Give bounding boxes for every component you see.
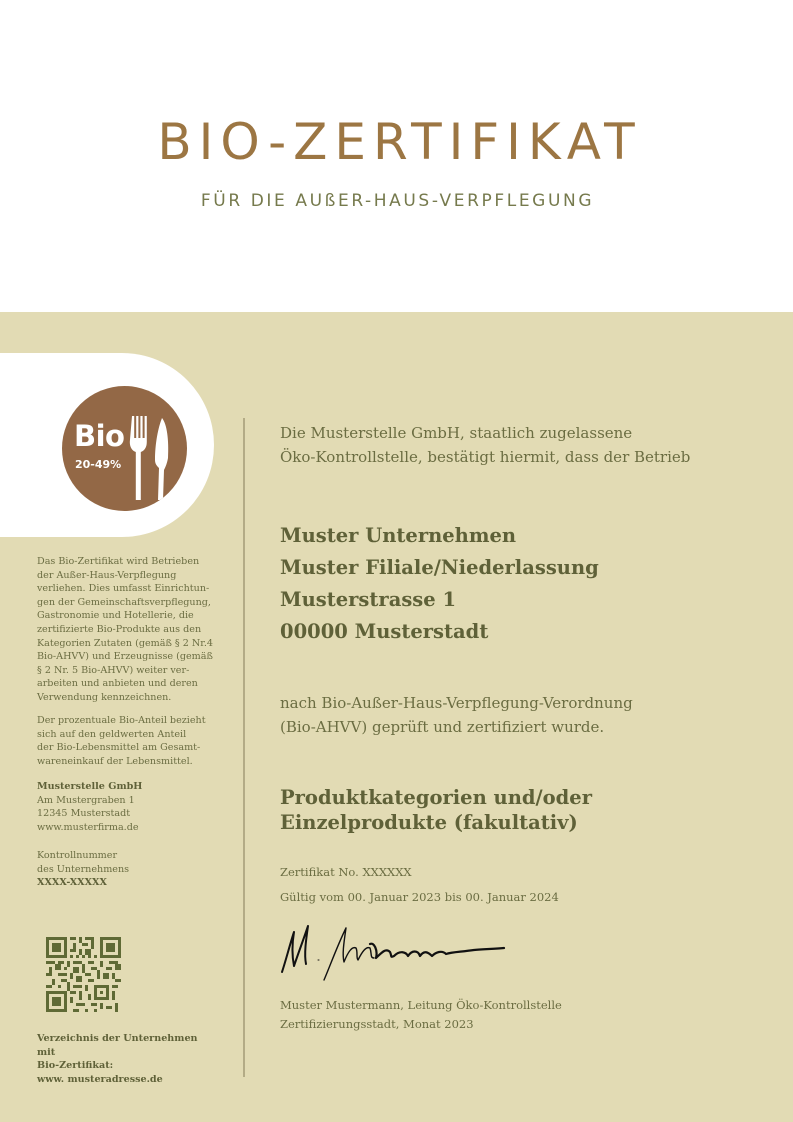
regulation-statement: nach Bio-Außer-Haus-Verpflegung-Verordnung (Bio-AHVV) geprüft und zertifiziert wurde. [280,694,633,736]
company-branch: Muster Filiale/Niederlassung [280,556,599,579]
authority-city: 12345 Musterstadt [37,808,131,820]
authority-address [37,780,217,834]
certificate-subtitle: FÜR DIE AUßER-HAUS-VERPFLEGUNG [200,191,595,211]
certificate-description: Das Bio-Zertifikat wird Betrieben der Außer-Haus-Verpflegung verliehen. Dies umfasst Einrichtun- gen der Gemeinschaftsverpflegung, Gastronomie und Hotellerie, die zertifizierte Bio-Produkte aus den Kategorien Zutaten (gemäß § 2 Nr.4 Bio-AHVV) und Erzeugnisse (gemäß § 2 Nr. 5 Bio-AHVV) weiter ver- arbeiten und anbieten und deren Verwendung kennzeichnen. [37,556,213,703]
percentage-note: Der prozentuale Bio-Anteil bezieht sich auf den geldwerten Anteil der Bio-Lebensmittel am Gesamt- wareneinkauf der Lebensmittel. [37,715,206,767]
company-street: Musterstrasse 1 [280,588,457,611]
logo-bio-label: Bio [74,419,125,453]
logo-percentage: 20-49% [75,458,122,471]
qr-code[interactable] [46,937,121,1012]
authority-website[interactable]: www.musterfirma.de [37,821,139,833]
company-directory: Verzeichnis der Unternehmen mit Bio-Zertifikat: www. musteradresse.de [37,1032,217,1086]
authority-name: Musterstelle GmbH [37,781,143,792]
validity-period: Gültig vom 00. Januar 2023 bis 00. Januar 2024 [280,890,559,904]
scalloped-edge [0,308,793,316]
control-number-value: XXXX-XXXXX [37,877,107,889]
fork-and-knife-icon [128,412,172,504]
certificate-title: BIO-ZERTIFIKAT [157,113,642,171]
vertical-divider [243,418,245,1077]
company-name: Muster Unternehmen [280,524,517,547]
certificate-header [0,0,793,312]
signer-name-role: Muster Mustermann, Leitung Öko-Kontrollstelle [280,998,562,1012]
certificate-number: Zertifikat No. XXXXXX [280,865,412,879]
authority-street: Am Mustergraben 1 [37,794,135,806]
certification-intro: Die Musterstelle GmbH, staatlich zugelassene Öko-Kontrollstelle, bestätigt hiermit, dass der Betrieb [280,424,691,466]
bio-logo [62,386,187,511]
product-categories-heading: Produktkategorien und/oder Einzelprodukte (fakultativ) [280,786,592,834]
signer-place-date: Zertifizierungsstadt, Monat 2023 [280,1017,474,1031]
signature-image [278,922,518,982]
control-number: Kontrollnummer des Unternehmens XXXX-XXXXX [37,849,217,890]
signer-info [280,996,680,1034]
certified-company [280,520,770,648]
directory-url[interactable]: www. musteradresse.de [37,1073,163,1085]
company-city: 00000 Musterstadt [280,620,489,643]
